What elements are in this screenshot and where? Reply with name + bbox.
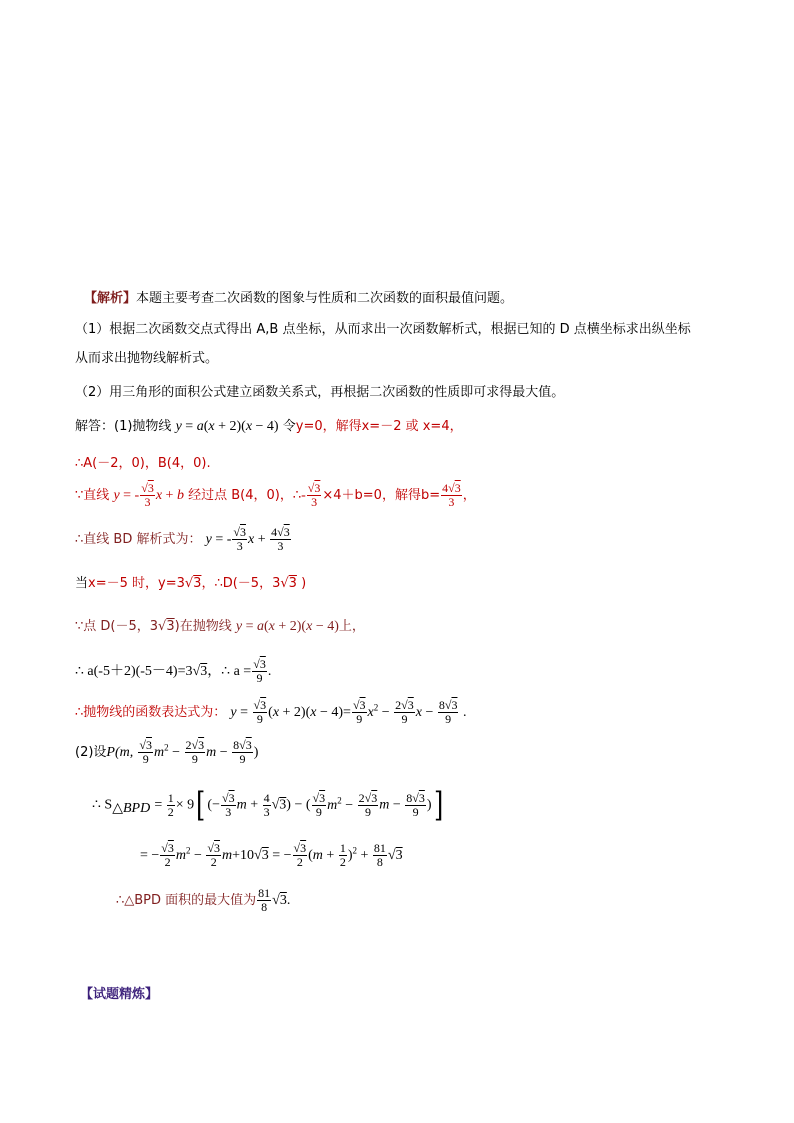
p2-set: (2)设 [75,745,107,760]
frac-sqrt3-over-3-b: $\frac{√3}{3}$ [307,481,321,509]
point-D-on-parabola: ∵点 D(－5，3√3)在抛物线 y = a(x + 2)(x − 4)上， [75,619,365,634]
D-point: ，∴D(－5，3 [201,576,281,591]
therefore-sym: ∴ [75,456,84,471]
bd-frac1: $\frac{√3}{3}$ [233,525,246,553]
bd-word: ∴直线 BD 解析式为： [75,532,202,547]
area-line-2: = − $\frac{√3}{2}$ $m^2$ − $\frac{√3}{2}$ m+10√3 = − $\frac{√3}{2}$ (m + $\frac{1}{2}$ )$^2$ + $\frac{81}{8}$ √3 [140,841,403,869]
line-expr: y = - [113,488,140,503]
P-label: P(m, [106,745,134,760]
analysis-line [84,292,513,305]
line-word: 直线 [83,488,110,503]
parab-expr-label: ∴抛物线的函数表达式为： [75,705,227,720]
when-word: 当 [75,576,89,591]
S-sub: △BPD [112,801,151,817]
roots: x=－2 或 x=4， [361,419,463,434]
because-sym: ∵ [75,488,84,503]
a-calc: ∴ a(-5＋2)(-5－4)=3√3，∴ a = $\frac{√3}{9}$ . [75,657,272,685]
answer-start: 解答：(1)抛物线 [75,419,172,434]
max-area: ∴△BPD 面积的最大值为 $\frac{81}{8}$ √3. [116,886,291,914]
max-text: ∴△BPD 面积的最大值为 [116,893,257,908]
AB-coords: A(－2，0)，B(4，0). [83,456,211,471]
parabola-expression: ∴抛物线的函数表达式为： y = $\frac{√3}{9}$ (x + 2)(x − 4)= $\frac{√3}{9}$ $x^2$ − $\frac{2√3}{9}$ x − $\frac{8√3}{9}$ . [75,698,467,726]
on-end: 上， [338,619,365,634]
times4: ×4＋b=0，解得 [322,488,421,503]
frac-sqrt3-over-3: $\frac{√3}{3}$ [141,481,154,509]
when-x-minus5: 当x=－5 时，y=3√3，∴D(－5，3√3 ) [75,576,307,591]
y-eq: y=3 [158,576,185,591]
bd-frac2: $\frac{4√3}{3}$ [271,525,290,553]
S-label: ∴ S [92,797,113,813]
order-word: 令 [282,419,296,434]
line-through-B: ∵直线 y = - $\frac{√3}{3}$ x + b 经过点 B(4，0)，∴- $\frac{√3}{3}$ ×4＋b=0，解得b= $\frac{4√3}{3}$ ， [75,481,476,509]
x-eq: x=－5 时， [88,576,159,591]
a-res: ，∴ a = [207,664,252,679]
passes-B: 经过点 B(4，0)，∴ [188,488,302,503]
set-P: (2)设P(m, $\frac{√3}{9}$ $m^2$ − $\frac{2√3}{9}$ m − $\frac{8√3}{9}$ ) [75,738,259,766]
answer-line-1 [75,420,463,434]
analysis-p1a: （1）根据二次函数交点式得出 A,B 点坐标，从而求出一次函数解析式，根据已知的 D 点横坐标求出纵坐标 [75,322,691,337]
parabola-expr: y = a(x + 2)(x − 4) [175,419,279,434]
analysis-label: 【解析】 [84,291,137,306]
frac-4sqrt3-over-3: $\frac{4√3}{3}$ [442,481,461,509]
period: . [286,893,291,908]
a-calc-text: ∴ a(-5＋2)(-5－4)=3 [75,664,193,679]
a-frac: $\frac{√3}{9}$ [253,657,266,685]
point-D: ∵点 D(－5，3 [75,619,159,634]
area-line-1: ∴ $S_{\triangle BPD}$ = $\frac{1}{2}$ × 9[ (− $\frac{√3}{3}$ m + $\frac{4}{3}$ √3) − ( $\frac{√3}{9}$ $m^2$ − $\frac{2√3}{9}$ m − $\frac{8√3}{9}$ )] [92,785,443,825]
analysis-text: 本题主要考查二次函数的图象与性质和二次函数的面积最值问题。 [136,291,514,306]
on-parabola: 在抛物线 [179,619,232,634]
b-eq: b= [420,488,441,503]
analysis-p1b: 从而求出抛物线解析式。 [75,351,219,366]
line-BD: ∴直线 BD 解析式为： y = - $\frac{√3}{3}$ x + $\frac{4√3}{3}$ [75,525,290,553]
analysis-p2: （2）用三角形的面积公式建立函数关系式，再根据二次函数的性质即可求得最大值。 [75,385,565,400]
section-label: 【试题精炼】 [80,987,159,1002]
points-AB [75,457,211,470]
y-zero: y=0，解得 [295,419,362,434]
